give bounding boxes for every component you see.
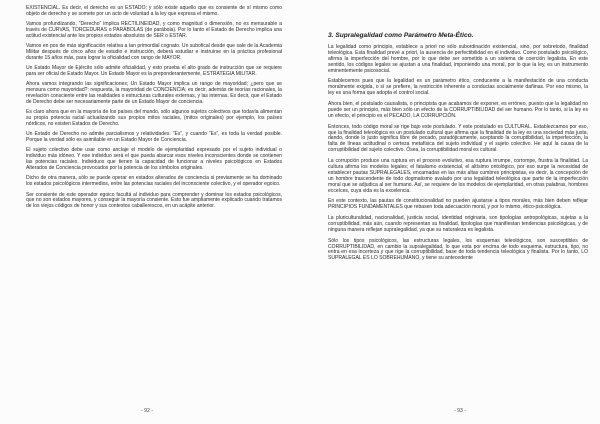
- page-number-right: - 93 -: [454, 408, 467, 414]
- paragraph: Entonces, todo código moral se rige bajo este postulado. Y este postulado es CULTURAL. Establezcamos por eso, que la finalidad teleológica es un postulado cultural que afirma que la finalidad de la ley es una sociedad más justa, dando, donde lo justo significa libre de pecado, paradójicamente, aceptando la corruptibilidad, la imperfección, la falta de líneas actitudinal o certeza metafísica del sujeto individual y el sujeto colectivo. He aquí la causa de la corruptibilidad del sujeto colectivo. Ósea, la corruptibilidad moral es cultural.: [328, 123, 588, 154]
- paragraph: Establecemos pues que la legalidad es un parámetro ético, conducente a la manifestación de una conducta moralmente exigida, o sí se prefiere, la restricción inherente a conductas socialmente dañinas. Por eso mismo, la ley es una forma que adopta el control social.: [328, 78, 588, 97]
- paragraph: El sujeto colectivo debe usar como anclaje el modelo de ejemplaridad expresado por el sujeto individual o individuo más idóneo. Y ese individuo será el que pueda abarcar esos niveles inconscientes donde se contienen las potencias raciales. Individuos que tienen la capacidad de funcionar a niveles psicológicos en Estados Alterados de Conciencia provocados por la potencia de los símbolos originales.: [26, 147, 282, 172]
- page-number-left: - 92 -: [141, 408, 154, 414]
- paragraph: La pluriculturalidad, nacionalidad, justicia social, identidad originaria, son tipologías antropológicas, sujetas a la corruptibilidad, más aún, cuando representan su finalidad, tipologías que manifiestan tendencias psicológicas, y de ninguna manera reflejan supralegalidad, ya que su naturaleza es legalista.: [328, 215, 588, 233]
- paragraph: Vamos en pos de más significación relativa a tan primordial cognato. Un subofical desde que sale de la Academia Militar después de cinco años de estudio e instrucción, deberá estudiar e instruirse en la práctica profesional durante 15 años más, para lograr la oficialidad con rango de MAYOR.: [26, 43, 282, 62]
- paragraph: En este contexto, las pautas de constitucionalidad no pueden ajustarse a tipos morales, más bien deben reflejar PRINCIPIOS FUNDAMENTALES que rebasen toda adecuación moral, y por lo mismo, ético-psicológica.: [328, 198, 588, 211]
- paragraph: EXISTENCIAL. Es decir, el derecho es un ESTADO; y sólo existe aquello que es consiente de sí mismo como objeto de derecho y se somete por un acto de voluntad a la ley que expresa el mismo.: [26, 5, 282, 17]
- paragraph: Es claro ahora que en la mayoría de los países del mundo, sólo algunos sujetos colectivos que todavía alimentan su propia potencia racial actualizando sus propios mitos raciales, (mitos originales) por ejemplo, los países nórdicos, no existen Estados de Derecho.: [26, 109, 282, 128]
- right-page: [300, 0, 600, 424]
- left-page-text: [26, 6, 282, 215]
- paragraph: Dicho de otra manera, sólo se puede operar en estados alterados de conciencia si previamente se ha dominado los estados psicológicos intermedios, entre las potencias raciales del inconsciente colectivo, y el operador egoico.: [26, 175, 282, 188]
- paragraph: La legalidad como principio, establece a priori no sólo subordinación existencial, sino, por sobretodo, finalidad teleológica. Esta finalidad prevé a priori, la ausencia de perfectibilidad en el individuo. Como postulado psicológico, afirma la imperfección del hombre, por lo que debe ser sometido a un sistema de coerción legalista. En este sentido, los códigos legales se ajustan a una finalidad, imponiendo una moral, por lo que la ley, es un instrumento eminentemente psicosocial.: [328, 44, 588, 74]
- section-heading: 3. Supralegalidad como Parámetro Meta-Ético.: [328, 32, 474, 39]
- paragraph: La corrupción produce una ruptura en el proceso evolutivo, esa ruptura irrumpe, corrompe, frustra la finalidad. La cultura afirma los modelos legales; el fatalismo existencial, el altísimo ontológico, por eso surge la necesidad de establecer pautas SUPRALEGALES, encarnadas en las más altas cumbres principistas, es decir, la concepción de un hombre trascendente de todo dogmatismo avalado por una legalidad teleológica que parte de la imperfección moral que se adjudica al ser humano. Así, se requiere de los modelos de ejemplaridad, en otras palabras, hombres ecceíces, cuya vida es la excelencia.: [328, 158, 588, 194]
- paragraph: Sólo los tipos psicológicos, las estructuras legales, los esquemas teleológicos, son susceptibles de CORRUPTIBILIDAD, en cambio la supralegalidad, lo que esta por encima de todo esquema, estructura, tipo, no entra en esa incerteza y que rige la corruptibilidad, base de toda tendencia teleológica y finalista. Por lo tanto, LO SUPRALEGAL ES LO SOBREHUMANO, y tiene su antecedente: [328, 237, 588, 262]
- paragraph: Ahora bien, el postulado causalista, o principista que acabamos de exponer, es erróneo, puesto que la legalidad no puede ser un principio, más bien sólo un efecto de la CORRUPTIBILIDAD del ser humano. Por lo tanto, si la ley es un efecto, el principio es el PECADO, LA CORRUPCIÓN.: [328, 101, 588, 119]
- right-page-text: [328, 32, 588, 267]
- paragraph: Vamos profundizando, “Derecho” implica RECTILINEIDAD, y como magnitud o dimensión, no es mensurable a través de CURVAS, TORCEDURAS o PARÁBOLAS (de parábola). Por lo tanto el Estado de Derecho implica una actitud existencial ante los propios estados absolutos de SER o ESTAR.: [26, 21, 282, 39]
- paragraph: Ser consiente de este operador egoico facultá al individuo para comprender y dominar los estados psicológicos, que no son estados mayores, y conseguir la mayoría consiente. Esto fue ampliamente explicado cuando tratamos de los viejos códigos de honor y sus contextos caballerescos, en un acápite anterior.: [26, 191, 282, 210]
- paragraph: Un Estado Mayor de Ejército sólo admite oficialidad, y esto prueba el alto grado de instrucción que se requiere para ser oficial de Estado Mayor. Un Estado Mayor es la preponderantemente, ESTRATEGIA MILITAR.: [26, 65, 282, 78]
- paragraph: Un Estado de Derecho no admite parcialismos y relatividades. “Es”, y cuando “Es”, es toda la verdad posible. Porque la verdad sólo es asimilable en un Estado Mayor de Conciencia.: [26, 131, 282, 144]
- paragraph: Ahora vamos integrando las significaciones; Un Estado Mayor implica un rango de mayoridad; ¿pero que se mensura como mayoridad?: respuesta, la mayoridad de CONCIENCIA; es decir, además de teorías racionales, la revelación consciente entre las realidades o estructuras culturales externas, y las internas. Es decir, que el Estado de Derecho debe ser necesariamente parte de un Estado Mayor de conciencia.: [26, 81, 282, 106]
